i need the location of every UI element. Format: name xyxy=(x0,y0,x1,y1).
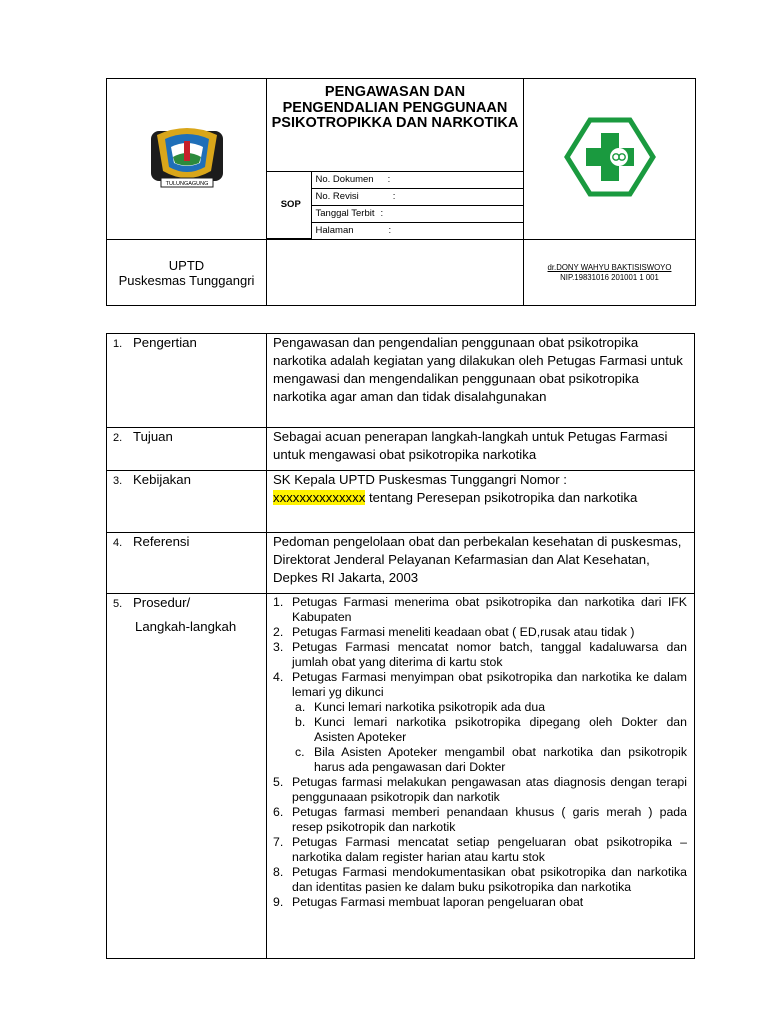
procedure-step-number: 7. xyxy=(273,835,284,849)
meta-halaman: Halaman : xyxy=(315,225,392,236)
procedure-step-number: 4. xyxy=(273,670,284,684)
procedure-step-number: 2. xyxy=(273,625,284,639)
blank-cell xyxy=(267,240,524,306)
signer-name: dr.DONY WAHYU BAKTISISWOYO xyxy=(547,262,672,272)
meta-dokumen: No. Dokumen : xyxy=(311,172,523,189)
procedure-substep-text: Bila Asisten Apoteker mengambil obat narkotika dan psikotropik harus ada pengawasan dari Dokter xyxy=(314,745,687,774)
procedure-step-text: Petugas Farmasi menerima obat psikotropika dan narkotika dari IFK Kabupaten xyxy=(292,595,687,624)
procedure-step-text: Petugas farmasi memberi penandaan khusus ( garis merah ) pada resep psikotropik dan narkotik xyxy=(292,805,687,834)
title-block xyxy=(267,79,524,240)
procedure-step-text: Petugas Farmasi menyimpan obat psikotropika dan narkotika ke dalam lemari yg dikunci xyxy=(292,670,687,699)
section-text-pengertian: Pengawasan dan pengendalian penggunaan obat psikotropika narkotika adalah kegiatan yang dilakukan oleh Petugas Farmasi untuk mengawasi dan mengendalikan penggunaan obat psikotropika narkotika agar aman dan tidak disalahgunakan xyxy=(267,334,695,428)
meta-tanggal-terbit: Tanggal Terbit : xyxy=(311,205,523,222)
procedure-substep-letter: c. xyxy=(295,745,305,759)
procedure-step-number: 9. xyxy=(273,895,284,909)
procedure-step xyxy=(273,865,687,895)
procedure-step-text: Petugas Farmasi membuat laporan pengeluaran obat xyxy=(292,895,584,909)
procedure-step xyxy=(273,805,687,835)
procedure-substep xyxy=(292,745,687,775)
sop-label: SOP xyxy=(267,172,311,239)
procedure-substep-text: Kunci lemari narkotika psikotropika dipegang oleh Dokter dan Asisten Apoteker xyxy=(314,715,687,744)
procedure-cell xyxy=(267,594,695,959)
regency-logo-icon xyxy=(147,123,227,191)
procedure-list xyxy=(273,595,687,910)
unit-line-2: Puskesmas Tunggangri xyxy=(118,272,255,288)
procedure-step xyxy=(273,835,687,865)
procedure-step-text: Petugas Farmasi mendokumentasikan obat psikotropika dan narkotika dan identitas pasien ke dalam buku psikotropika dan narkotika xyxy=(292,865,687,894)
procedure-step-number: 8. xyxy=(273,865,284,879)
procedure-substep xyxy=(292,715,687,745)
signer-nip: NIP.19831016 201001 1 001 xyxy=(560,272,659,282)
regency-logo-text: TULUNGAGUNG xyxy=(165,180,208,187)
procedure-step-number: 1. xyxy=(273,595,284,609)
procedure-step-number: 5. xyxy=(273,775,284,789)
content-table xyxy=(106,333,695,959)
unit-cell xyxy=(107,240,267,306)
header-table xyxy=(106,78,696,306)
procedure-step xyxy=(273,640,687,670)
procedure-step-text: Petugas Farmasi mencatat setiap pengeluaran obat psikotropika – narkotika dalam register harian atau kartu stok xyxy=(292,835,687,864)
procedure-substeps xyxy=(292,700,687,775)
procedure-step xyxy=(273,775,687,805)
section-label-pengertian: 1. Pengertian xyxy=(107,334,267,428)
meta-revisi: No. Revisi : xyxy=(311,188,523,205)
procedure-step-number: 3. xyxy=(273,640,284,654)
regency-logo-cell xyxy=(107,79,267,240)
procedure-step-text: Petugas Farmasi meneliti keadaan obat ( ED,rusak atau tidak ) xyxy=(292,625,635,639)
document-title: PENGAWASAN DAN PENGENDALIAN PENGGUNAAN PSIKOTROPIKKA DAN NARKOTIKA xyxy=(267,79,523,171)
signer-cell xyxy=(524,240,696,306)
puskesmas-logo-cell xyxy=(524,79,696,240)
procedure-step xyxy=(273,595,687,625)
procedure-substep-letter: b. xyxy=(295,715,306,729)
section-text-kebijakan: SK Kepala UPTD Puskesmas Tunggangri Nomor : xxxxxxxxxxxxxx tentang Peresepan psikotropika dan narkotika xyxy=(267,471,695,533)
procedure-step-number: 6. xyxy=(273,805,284,819)
procedure-substep-letter: a. xyxy=(295,700,306,714)
puskesmas-logo-icon xyxy=(564,117,656,197)
procedure-step xyxy=(273,670,687,775)
section-text-tujuan: Sebagai acuan penerapan langkah-langkah untuk Petugas Farmasi untuk mengawasi obat psikotropika narkotika xyxy=(267,428,695,471)
section-label-kebijakan: 3. Kebijakan xyxy=(107,471,267,533)
section-label-referensi: 4. Referensi xyxy=(107,533,267,594)
procedure-step xyxy=(273,895,687,910)
unit-line-1: UPTD xyxy=(168,257,205,273)
procedure-step xyxy=(273,625,687,640)
sop-meta-table xyxy=(267,172,523,240)
procedure-step-text: Petugas Farmasi mencatat nomor batch, tanggal kadaluwarsa dan jumlah obat yang diterima di kartu stok xyxy=(292,640,687,669)
procedure-step-text: Petugas farmasi melakukan pengawasan atas diagnosis dengan terapi penggunaaan psikotropik dan narkotik xyxy=(292,775,687,804)
section-text-referensi: Pedoman pengelolaan obat dan perbekalan kesehatan di puskesmas, Direktorat Jenderal Pelayanan Kefarmasian dan Alat Kesehatan, Depkes RI Jakarta, 2003 xyxy=(267,533,695,594)
section-label-prosedur: 5. Prosedur/ Langkah-langkah xyxy=(107,594,267,959)
section-label-tujuan: 2. Tujuan xyxy=(107,428,267,471)
procedure-substep-text: Kunci lemari narkotika psikotropik ada dua xyxy=(314,700,546,714)
procedure-substep xyxy=(292,700,687,715)
sk-number-highlight: xxxxxxxxxxxxxx xyxy=(273,490,366,505)
